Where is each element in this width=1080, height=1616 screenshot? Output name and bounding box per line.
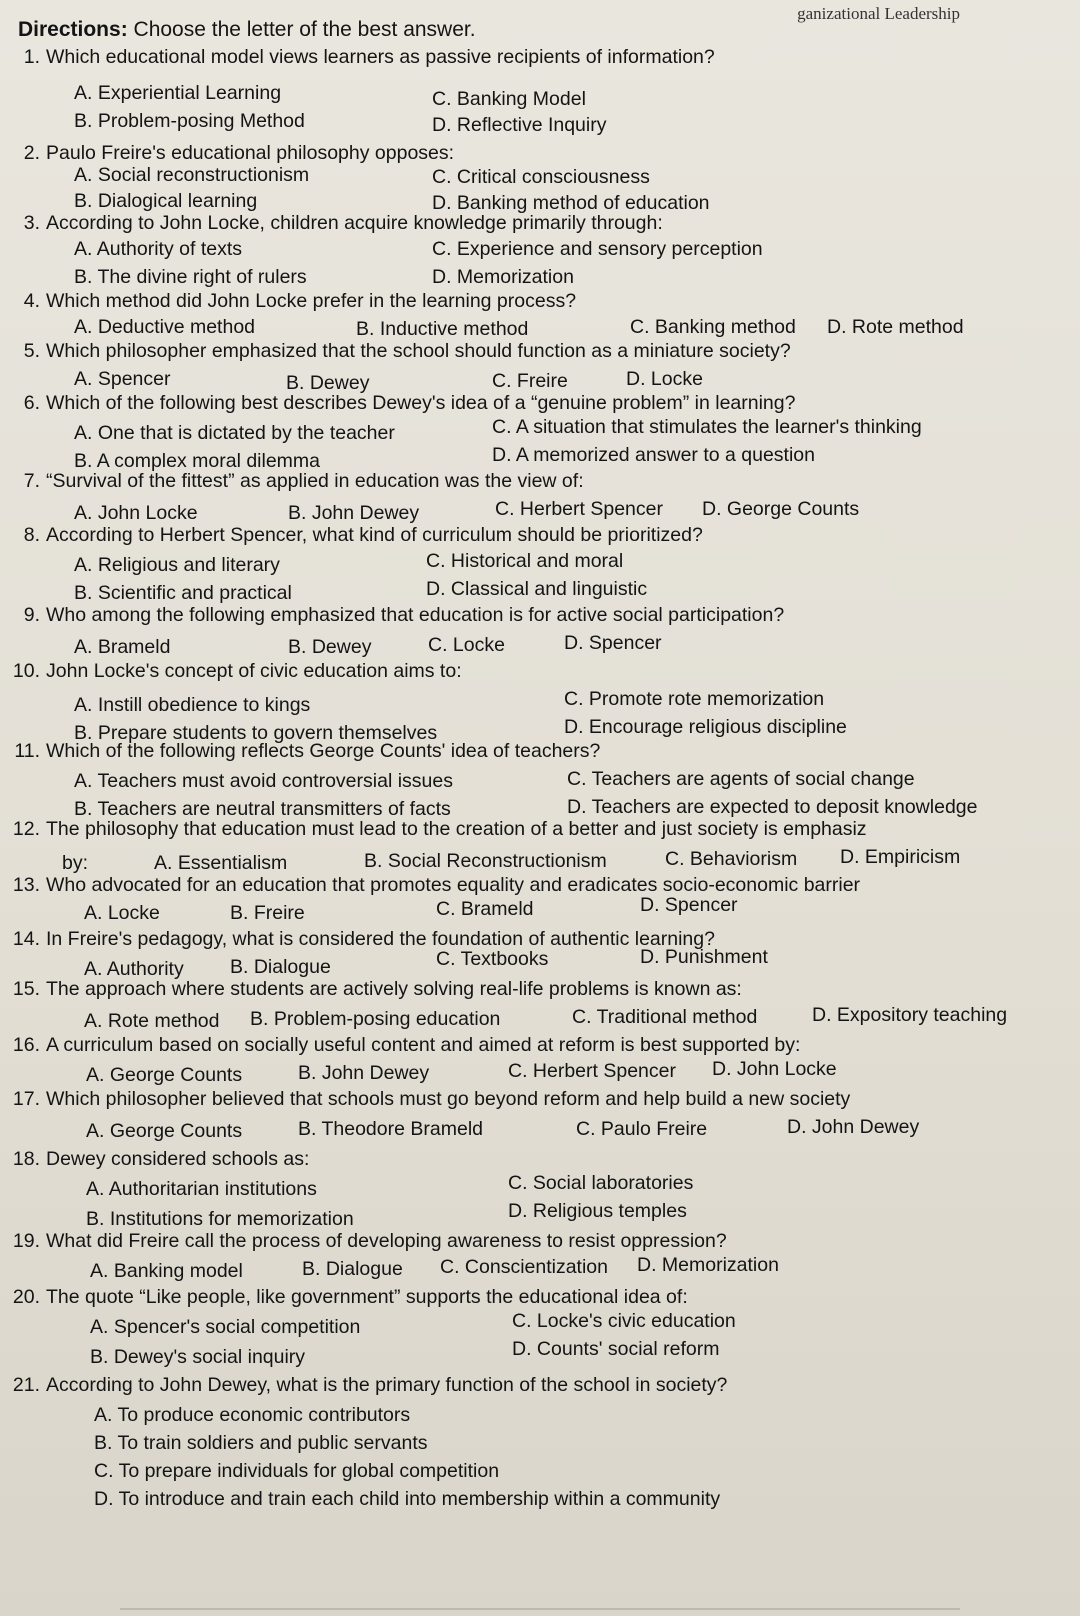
question-number: 20. <box>12 1286 40 1308</box>
question-16 <box>12 1032 1072 1086</box>
option: D. Counts' social reform <box>512 1338 720 1360</box>
directions-label: Directions: <box>18 18 128 41</box>
option: C. Locke's civic education <box>512 1310 736 1332</box>
option: B. Problem-posing Method <box>74 110 305 132</box>
question-number: 19. <box>12 1230 40 1252</box>
option: D. Empiricism <box>840 846 961 868</box>
option: A. Social reconstructionism <box>74 164 310 186</box>
question-text: According to Herbert Spencer, what kind of curriculum should be prioritized? <box>46 524 703 546</box>
option: C. Traditional method <box>572 1006 758 1028</box>
question-text: Which of the following best describes Dewey's idea of a “genuine problem” in learning? <box>46 392 796 414</box>
question-text: John Locke's concept of civic education aims to: <box>46 660 462 682</box>
option: D. Banking method of education <box>432 192 710 214</box>
question-number: 3. <box>23 212 40 234</box>
option: B. John Dewey <box>288 502 420 524</box>
option: D. To introduce and train each child into membership within a community <box>94 1488 721 1510</box>
question-text: Dewey considered schools as: <box>46 1148 310 1170</box>
option: C. Social laboratories <box>508 1172 694 1194</box>
question-number: 14. <box>12 928 40 950</box>
option: C. A situation that stimulates the learner's thinking <box>492 416 922 438</box>
option: D. John Locke <box>712 1058 837 1080</box>
question-text: Which educational model views learners as passive recipients of information? <box>46 46 715 68</box>
option: C. Behaviorism <box>665 848 798 870</box>
question-text: The quote “Like people, like government” supports the educational idea of: <box>46 1286 688 1308</box>
option: D. Expository teaching <box>812 1004 1008 1026</box>
option: A. Essentialism <box>154 852 288 874</box>
option: B. Institutions for memorization <box>86 1208 354 1230</box>
option: A. Spencer's social competition <box>90 1316 361 1338</box>
question-20 <box>12 1284 1072 1368</box>
option: A. Experiential Learning <box>74 82 282 104</box>
option: D. Locke <box>626 368 703 390</box>
question-number: 2. <box>23 142 40 164</box>
option: B. John Dewey <box>298 1062 430 1084</box>
option: C. Textbooks <box>436 948 549 970</box>
option: C. Freire <box>492 370 568 392</box>
option: B. Scientific and practical <box>74 582 292 604</box>
question-text: Which philosopher believed that schools must go beyond reform and help build a new society <box>46 1088 851 1110</box>
directions-text: Choose the letter of the best answer. <box>127 18 476 41</box>
option: C. Conscientization <box>440 1256 608 1278</box>
question-text: Paulo Freire's educational philosophy opposes: <box>46 142 455 164</box>
question-number: 15. <box>12 978 40 1000</box>
option: A. John Locke <box>74 502 198 524</box>
question-21 <box>12 1372 1072 1510</box>
option: D. Memorization <box>637 1254 779 1276</box>
option: D. Religious temples <box>508 1200 687 1222</box>
option: A. To produce economic contributors <box>94 1404 411 1426</box>
question-text: In Freire's pedagogy, what is considered the foundation of authentic learning? <box>46 928 715 950</box>
question-1 <box>12 44 1072 136</box>
option: C. Herbert Spencer <box>495 498 663 520</box>
option: B. Dialogue <box>230 956 331 978</box>
option: B. A complex moral dilemma <box>74 450 321 472</box>
option: B. Dialogue <box>302 1258 403 1280</box>
option: A. Teachers must avoid controversial issues <box>74 770 453 792</box>
question-text: Which method did John Locke prefer in the learning process? <box>46 290 577 312</box>
option: D. Punishment <box>640 946 768 968</box>
option: D. Rote method <box>827 316 964 338</box>
option: B. Inductive method <box>356 318 529 340</box>
question-11 <box>12 738 1072 820</box>
question-text: Which of the following reflects George Counts' idea of teachers? <box>46 740 601 762</box>
question-number: 21. <box>12 1374 40 1396</box>
question-3 <box>12 210 1072 288</box>
question-number: 7. <box>23 470 40 492</box>
question-14 <box>12 926 1072 980</box>
question-number: 6. <box>23 392 40 414</box>
question-number: 17. <box>12 1088 40 1110</box>
option: B. Prepare students to govern themselves <box>74 722 438 744</box>
option: C. Experience and sensory perception <box>432 238 763 260</box>
option: C. Promote rote memorization <box>564 688 825 710</box>
option: C. Teachers are agents of social change <box>567 768 915 790</box>
option: A. Spencer <box>74 368 171 390</box>
option: A. Locke <box>84 902 160 924</box>
question-number: 9. <box>23 604 40 626</box>
option: B. The divine right of rulers <box>74 266 307 288</box>
option: A. Religious and literary <box>74 554 280 576</box>
question-text: The approach where students are actively solving real-life problems is known as: <box>46 978 742 1000</box>
question-number: 4. <box>23 290 40 312</box>
option: C. Banking method <box>630 316 796 338</box>
question-6 <box>12 390 1072 472</box>
question-7 <box>12 468 1072 524</box>
option-lead: by: <box>62 852 89 874</box>
question-number: 11. <box>14 740 40 762</box>
page-edge <box>120 1588 960 1610</box>
question-text: According to John Locke, children acquire knowledge primarily through: <box>46 212 663 234</box>
question-10 <box>12 658 1072 744</box>
option: C. Banking Model <box>432 88 586 110</box>
option: C. To prepare individuals for global competition <box>94 1460 500 1482</box>
question-text: What did Freire call the process of developing awareness to resist oppression? <box>46 1230 727 1252</box>
option: A. Authority <box>84 958 184 980</box>
option: C. Herbert Spencer <box>508 1060 676 1082</box>
option: B. To train soldiers and public servants <box>94 1432 428 1454</box>
option: B. Teachers are neutral transmitters of facts <box>74 798 451 820</box>
option: B. Dewey <box>288 636 372 658</box>
question-15 <box>12 976 1072 1032</box>
question-19 <box>12 1228 1072 1282</box>
option: A. Brameld <box>74 636 171 658</box>
option: D. Teachers are expected to deposit knowledge <box>567 796 978 818</box>
question-18 <box>12 1146 1072 1230</box>
option: C. Paulo Freire <box>576 1118 708 1140</box>
question-4 <box>12 288 1072 340</box>
option: A. George Counts <box>86 1120 243 1142</box>
option: B. Social Reconstructionism <box>364 850 607 872</box>
option: D. John Dewey <box>787 1116 920 1138</box>
option: A. Instill obedience to kings <box>74 694 311 716</box>
option: D. Classical and linguistic <box>426 578 648 600</box>
option: D. Spencer <box>640 894 738 916</box>
question-text: Who advocated for an education that promotes equality and eradicates socio-economic barrier <box>46 874 861 896</box>
directions <box>18 18 476 42</box>
question-number: 8. <box>23 524 40 546</box>
question-text: “Survival of the fittest” as applied in education was the view of: <box>46 470 584 492</box>
question-number: 16. <box>12 1034 40 1056</box>
question-number: 12. <box>12 818 40 840</box>
question-number: 13. <box>12 874 40 896</box>
option: D. George Counts <box>702 498 860 520</box>
option: B. Dialogical learning <box>74 190 258 212</box>
option: D. Spencer <box>564 632 662 654</box>
question-number: 1. <box>23 46 40 68</box>
option: C. Critical consciousness <box>432 166 650 188</box>
option: D. A memorized answer to a question <box>492 444 815 466</box>
option: B. Problem-posing education <box>250 1008 501 1030</box>
question-text: A curriculum based on socially useful content and aimed at reform is best supported by: <box>46 1034 801 1056</box>
option: D. Encourage religious discipline <box>564 716 847 738</box>
option: D. Memorization <box>432 266 574 288</box>
option: B. Freire <box>230 902 305 924</box>
question-5 <box>12 338 1072 394</box>
option: C. Locke <box>428 634 505 656</box>
question-text: According to John Dewey, what is the primary function of the school in society? <box>46 1374 728 1396</box>
option: B. Dewey's social inquiry <box>90 1346 306 1368</box>
option: A. Authority of texts <box>74 238 242 260</box>
question-2 <box>12 140 1072 214</box>
option: B. Theodore Brameld <box>298 1118 483 1140</box>
option: D. Reflective Inquiry <box>432 114 607 136</box>
question-13 <box>12 872 1072 924</box>
question-9 <box>12 602 1072 658</box>
option: C. Brameld <box>436 898 534 920</box>
option: A. Banking model <box>90 1260 243 1282</box>
option: A. One that is dictated by the teacher <box>74 422 395 444</box>
question-8 <box>12 522 1072 604</box>
option: A. Rote method <box>84 1010 220 1032</box>
question-text: Which philosopher emphasized that the school should function as a miniature society? <box>46 340 791 362</box>
option: A. Authoritarian institutions <box>86 1178 317 1200</box>
option: C. Historical and moral <box>426 550 624 572</box>
question-text: The philosophy that education must lead to the creation of a better and just society is emphasiz <box>46 818 867 840</box>
question-number: 18. <box>12 1148 40 1170</box>
option: B. Dewey <box>286 372 370 394</box>
question-text: Who among the following emphasized that education is for active social participation? <box>46 604 785 626</box>
option: A. George Counts <box>86 1064 243 1086</box>
header-fragment: ganizational Leadership <box>797 4 960 23</box>
question-number: 5. <box>23 340 40 362</box>
option: A. Deductive method <box>74 316 256 338</box>
question-17 <box>12 1086 1072 1142</box>
question-12 <box>12 816 1072 874</box>
question-number: 10. <box>12 660 40 682</box>
